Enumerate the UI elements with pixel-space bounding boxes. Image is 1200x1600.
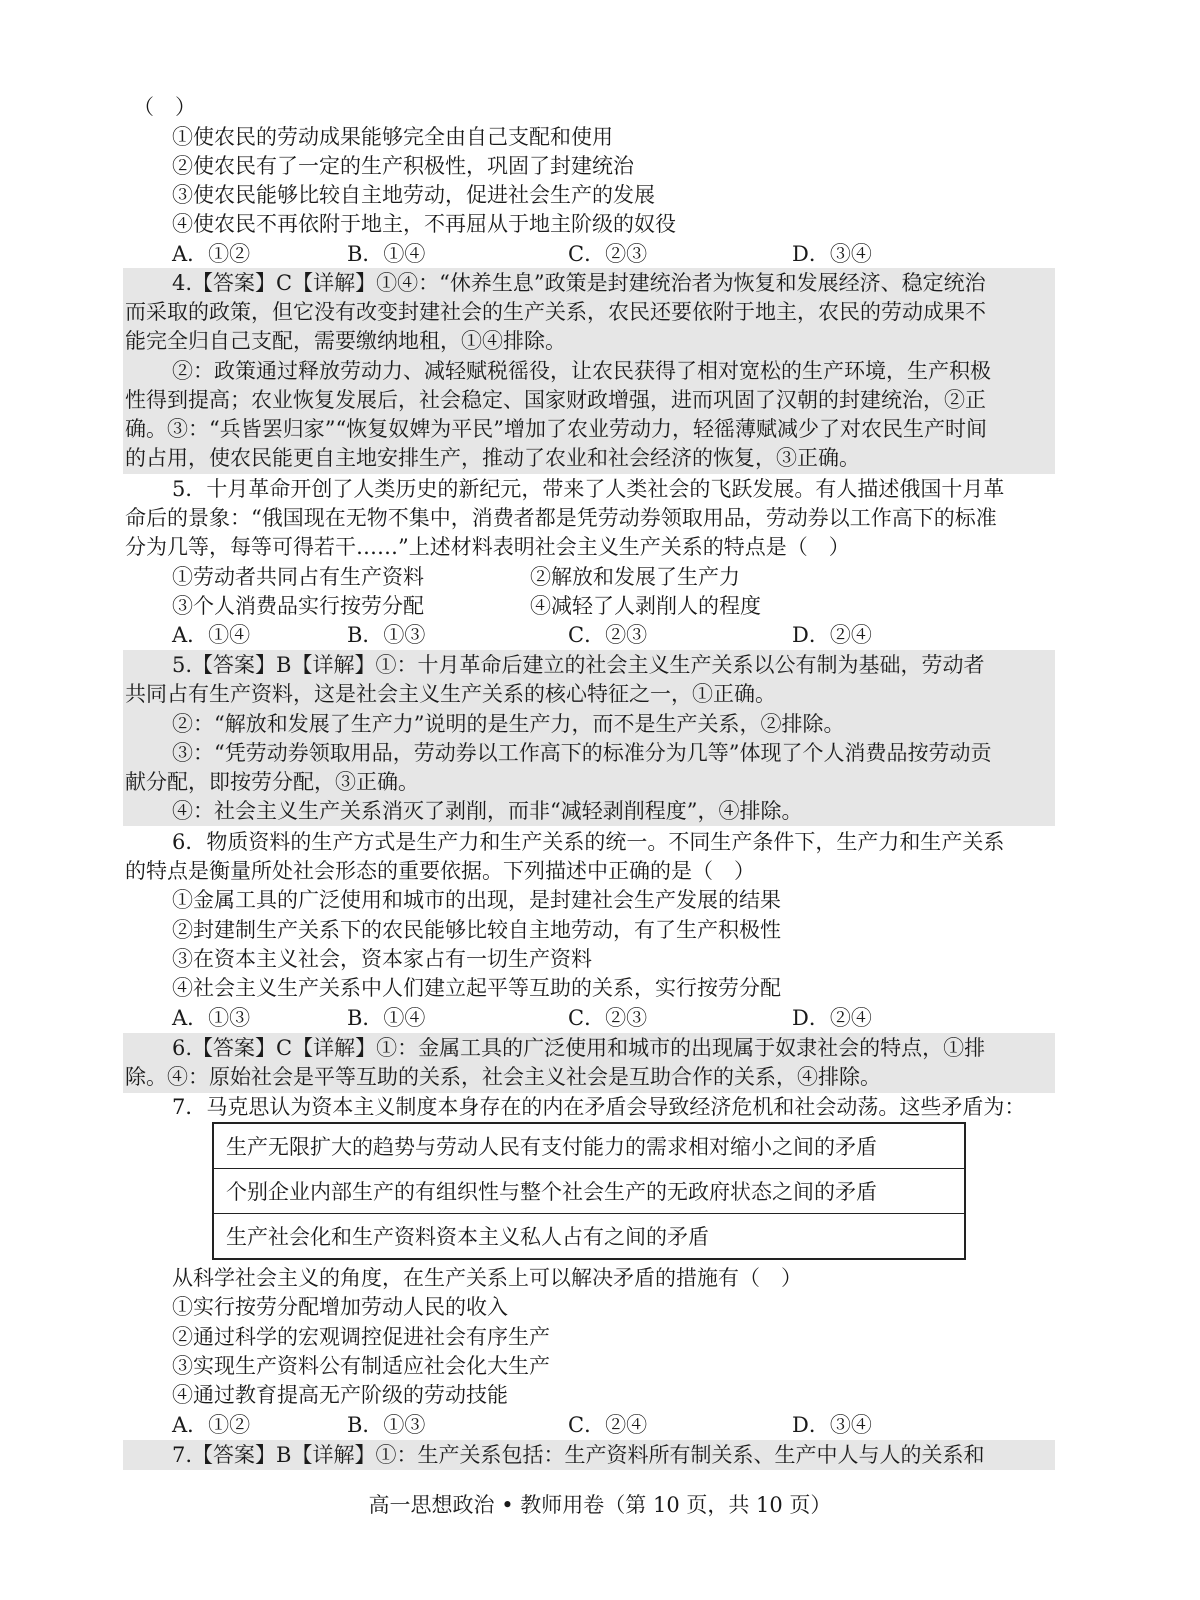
q6-option-d: D．②④ xyxy=(792,1006,872,1030)
q7-table-cell: 个别企业内部生产的有组织性与整个社会生产的无政府状态之间的矛盾 xyxy=(213,1169,965,1214)
q6-option-c: C．②③ xyxy=(568,1006,648,1030)
q6-item-2: ②封建制生产关系下的农民能够比较自主地劳动，有了生产积极性 xyxy=(172,918,781,942)
q6-option-b: B．①④ xyxy=(347,1006,426,1030)
q6-item-3: ③在资本主义社会，资本家占有一切生产资料 xyxy=(172,947,592,971)
q7-answer-line: 7.【答案】B【详解】①：生产关系包括：生产资料所有制关系、生产中人与人的关系和 xyxy=(172,1443,985,1467)
q6-stem: 6．物质资料的生产方式是生产力和生产关系的统一。不同生产条件下，生产力和生产关系 xyxy=(172,830,1005,854)
q7-stem: 7．马克思认为资本主义制度本身存在的内在矛盾会导致经济危机和社会动荡。这些矛盾为： xyxy=(172,1095,1026,1119)
q6-answer-line: 6.【答案】C【详解】①：金属工具的广泛使用和城市的出现属于奴隶社会的特点，①排 xyxy=(172,1036,986,1060)
q5-option-d: D．②④ xyxy=(792,623,872,647)
q7-option-d: D．③④ xyxy=(792,1413,872,1437)
q7-table-cell: 生产无限扩大的趋势与劳动人民有支付能力的需求相对缩小之间的矛盾 xyxy=(213,1123,965,1169)
q5-item-3: ③个人消费品实行按劳分配 xyxy=(172,594,424,618)
q7-contradiction-table xyxy=(212,1122,966,1260)
q5-item-2: ②解放和发展了生产力 xyxy=(530,565,740,589)
q5-stem: 命后的景象：“俄国现在无物不集中，消费者都是凭劳动券领取用品，劳动券以工作高下的标准 xyxy=(125,506,997,530)
q4-answer-line: 能完全归自己支配，需要缴纳地租，①④排除。 xyxy=(125,329,566,353)
q5-option-a: A．①④ xyxy=(172,623,251,647)
q4-answer-line: 确。③：“兵皆罢归家”“恢复奴婢为平民”增加了农业劳动力，轻徭薄赋减少了对农民生产时间 xyxy=(125,417,987,441)
q5-answer-line: 5.【答案】B【详解】①：十月革命后建立的社会主义生产关系以公有制为基础，劳动者 xyxy=(172,653,985,677)
q7-option-a: A．①② xyxy=(172,1413,251,1437)
q6-item-1: ①金属工具的广泛使用和城市的出现，是封建社会生产发展的结果 xyxy=(172,888,781,912)
q4-answer-line: 而采取的政策，但它没有改变封建社会的生产关系，农民还要依附于地主，农民的劳动成果不 xyxy=(125,300,986,324)
q7-item-1: ①实行按劳分配增加劳动人民的收入 xyxy=(172,1295,508,1319)
q4-item-2: ②使农民有了一定的生产积极性，巩固了封建统治 xyxy=(172,154,634,178)
q4-item-1: ①使农民的劳动成果能够完全由自己支配和使用 xyxy=(172,125,613,149)
page-footer: 高一思想政治 • 教师用卷（第 10 页，共 10 页） xyxy=(368,1493,832,1517)
q4-answer-line: 4.【答案】C【详解】①④：“休养生息”政策是封建统治者为恢复和发展经济、稳定统治 xyxy=(172,271,986,295)
q5-answer-line: ③：“凭劳动券领取用品，劳动券以工作高下的标准分为几等”体现了个人消费品按劳动贡 xyxy=(172,741,992,765)
q7-option-c: C．②④ xyxy=(568,1413,648,1437)
q4-item-4: ④使农民不再依附于地主，不再屈从于地主阶级的奴役 xyxy=(172,212,676,236)
q7-table-cell: 生产社会化和生产资料资本主义私人占有之间的矛盾 xyxy=(213,1214,965,1260)
q5-option-b: B．①③ xyxy=(347,623,426,647)
q5-stem: 5．十月革命开创了人类历史的新纪元，带来了人类社会的飞跃发展。有人描述俄国十月革 xyxy=(172,477,1005,501)
q4-answer-line: 的占用，使农民能更自主地安排生产，推动了农业和社会经济的恢复，③正确。 xyxy=(125,446,860,470)
q7-item-4: ④通过教育提高无产阶级的劳动技能 xyxy=(172,1383,508,1407)
q6-stem: 的特点是衡量所处社会形态的重要依据。下列描述中正确的是（ ） xyxy=(125,859,755,883)
q7-item-2: ②通过科学的宏观调控促进社会有序生产 xyxy=(172,1325,550,1349)
q5-answer-line: 献分配，即按劳分配，③正确。 xyxy=(125,770,419,794)
q4-option-d: D．③④ xyxy=(792,242,872,266)
q4-item-3: ③使农民能够比较自主地劳动，促进社会生产的发展 xyxy=(172,183,655,207)
q4-option-a: A．①② xyxy=(172,242,251,266)
q4-answer-line: ②：政策通过释放劳动力、减轻赋税徭役，让农民获得了相对宽松的生产环境，生产积极 xyxy=(172,359,991,383)
q5-option-c: C．②③ xyxy=(568,623,648,647)
q5-answer-line: ②：“解放和发展了生产力”说明的是生产力，而不是生产关系，②排除。 xyxy=(172,712,845,736)
q4-option-c: C．②③ xyxy=(568,242,648,266)
q6-answer-line: 除。④：原始社会是平等互助的关系，社会主义社会是互助合作的关系，④排除。 xyxy=(125,1065,881,1089)
q5-item-4: ④减轻了人剥削人的程度 xyxy=(530,594,761,618)
q5-answer-line: 共同占有生产资料，这是社会主义生产关系的核心特征之一，①正确。 xyxy=(125,682,776,706)
q4-paren: （ ） xyxy=(133,95,196,119)
q7-item-3: ③实现生产资料公有制适应社会化大生产 xyxy=(172,1354,550,1378)
q4-answer-line: 性得到提高；农业恢复发展后，社会稳定、国家财政增强，进而巩固了汉朝的封建统治，②正 xyxy=(125,388,986,412)
q5-stem: 分为几等，每等可得若干……”上述材料表明社会主义生产关系的特点是（ ） xyxy=(125,535,850,559)
q5-item-1: ①劳动者共同占有生产资料 xyxy=(172,565,424,589)
q4-option-b: B．①④ xyxy=(347,242,426,266)
q7-question: 从科学社会主义的角度，在生产关系上可以解决矛盾的措施有（ ） xyxy=(172,1266,802,1290)
q6-option-a: A．①③ xyxy=(172,1006,251,1030)
q5-answer-line: ④：社会主义生产关系消灭了剥削，而非“减轻剥削程度”，④排除。 xyxy=(172,799,803,823)
q6-item-4: ④社会主义生产关系中人们建立起平等互助的关系，实行按劳分配 xyxy=(172,976,781,1000)
q7-option-b: B．①③ xyxy=(347,1413,426,1437)
